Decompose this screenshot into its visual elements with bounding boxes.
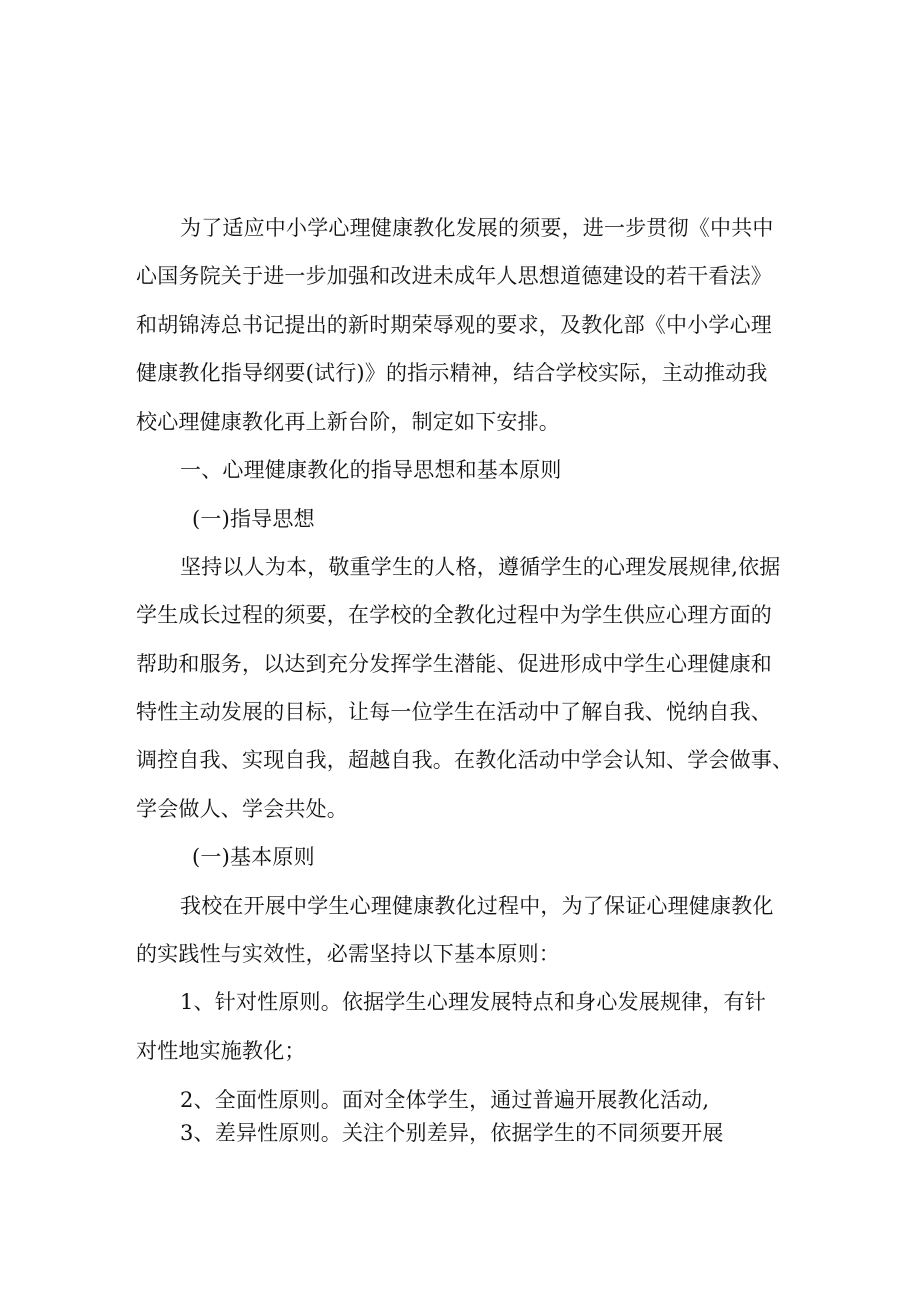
paragraph-line: 帮助和服务，以达到充分发挥学生潜能、促进形成中学生心理健康和 [136, 652, 772, 676]
subsection-heading: (一)指导思想 [192, 507, 315, 531]
principle-item: 3、差异性原则。关注个别差异，依据学生的不同须要开展 [180, 1121, 724, 1145]
paragraph-line: 我校在开展中学生心理健康教化过程中，为了保证心理健康教化 [180, 894, 774, 918]
principle-item: 2、全面性原则。面对全体学生，通过普遍开展教化活动, [180, 1088, 710, 1112]
intro-line: 为了适应中小学心理健康教化发展的须要，进一步贯彻《中共中 [180, 216, 774, 240]
paragraph-line: 特性主动发展的目标，让每一位学生在活动中了解自我、悦纳自我、 [136, 700, 772, 724]
principle-item-continued: 对性地实施教化； [136, 1039, 306, 1063]
paragraph-line: 学生成长过程的须要，在学校的全教化过程中为学生供应心理方面的 [136, 603, 772, 627]
principle-item: 1、针对性原则。依据学生心理发展特点和身心发展规律，有针 [180, 990, 766, 1014]
intro-line: 健康教化指导纲要(试行)》的指示精神，结合学校实际，主动推动我 [136, 361, 768, 385]
paragraph-line: 坚持以人为本，敬重学生的人格，遵循学生的心理发展规律,依据 [180, 555, 781, 579]
paragraph-line: 学会做人、学会共处。 [136, 797, 348, 821]
section-heading: 一、心理健康教化的指导思想和基本原则 [180, 458, 562, 482]
intro-line: 心国务院关于进一步加强和改进未成年人思想道德建设的若干看法》 [136, 264, 772, 288]
intro-line: 校心理健康教化再上新台阶，制定如下安排。 [136, 410, 560, 434]
subsection-heading: (一)基本原则 [192, 845, 315, 869]
intro-line: 和胡锦涛总书记提出的新时期荣辱观的要求，及教化部《中小学心理 [136, 313, 772, 337]
paragraph-line: 的实践性与实效性，必需坚持以下基本原则： [136, 942, 560, 966]
paragraph-line: 调控自我、实现自我，超越自我。在教化活动中学会认知、学会做事、 [136, 748, 794, 772]
